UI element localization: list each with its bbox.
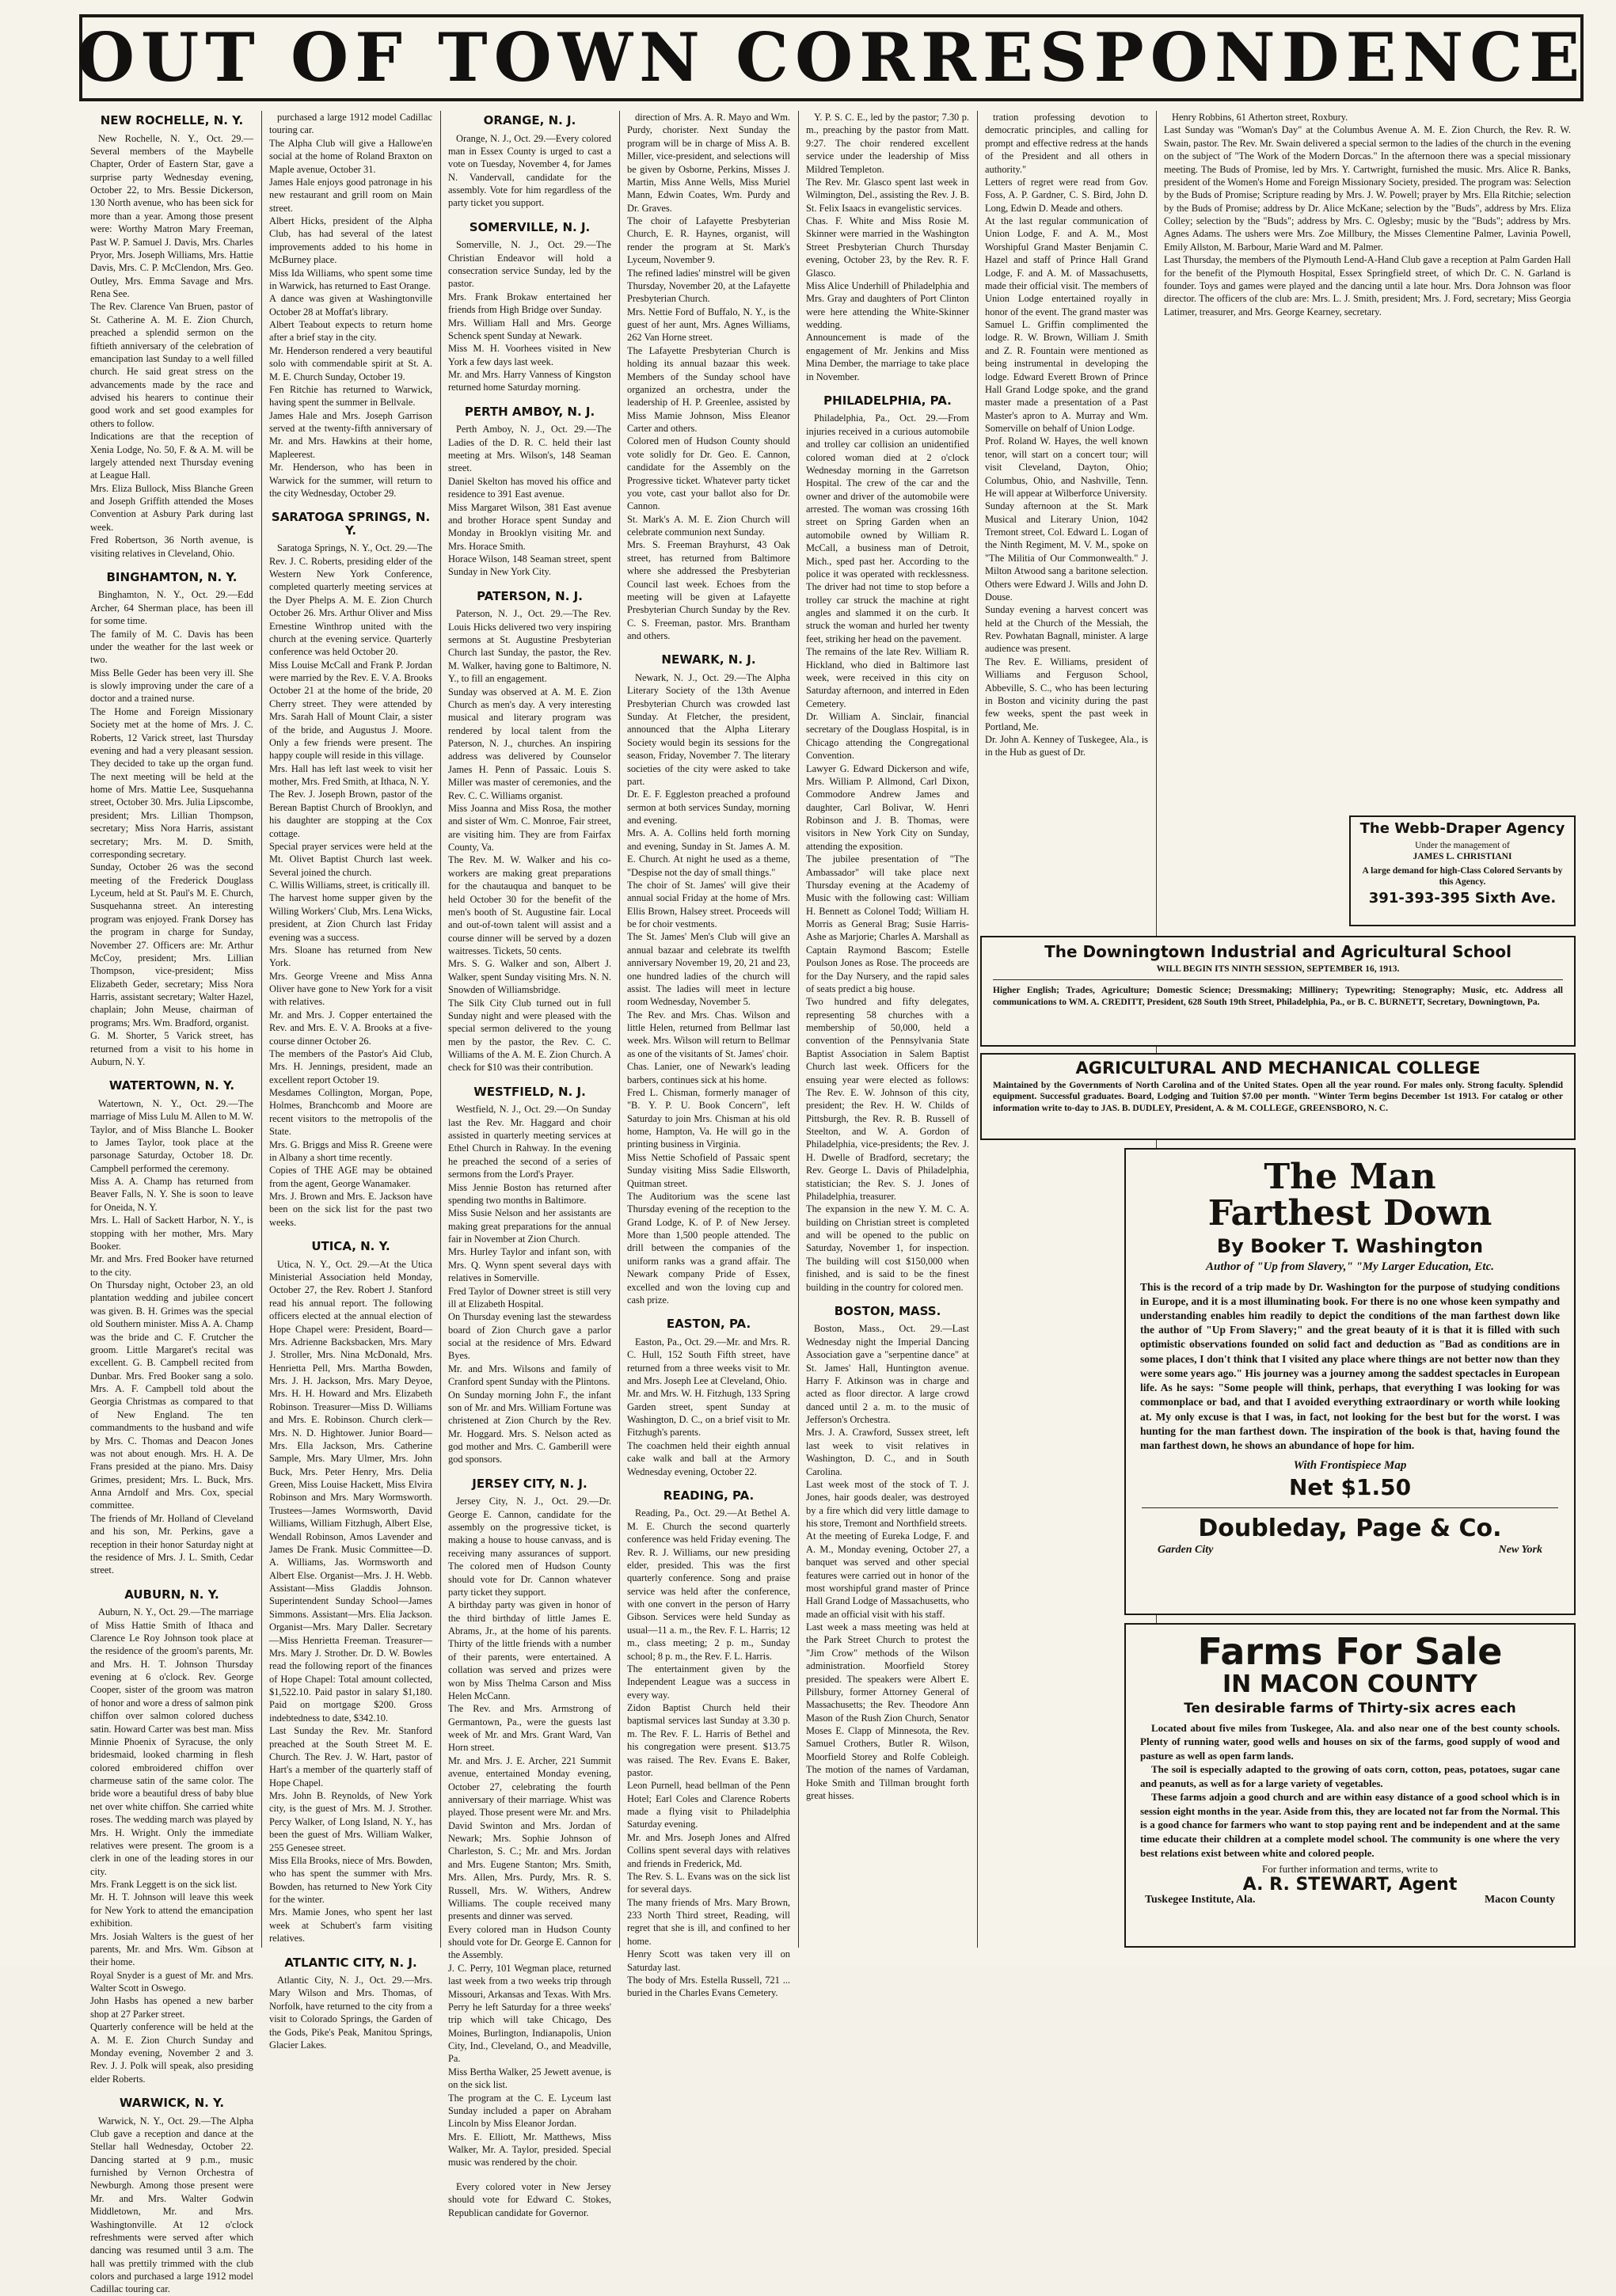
farms-place-2: Macon County: [1484, 1894, 1555, 1906]
news-article: [269, 511, 432, 1229]
article-body: purchased a large 1912 model Cadillac touring car. The Alpha Club will give a Hallowe'en social at the home of Roland Braxton on Maple avenue, October 31. James Hale enjoys good patronage in his new restaurant and grill room on Main street. Albert Hicks, president of the Alpha Club, has had several of the latest improvements added to his home in McBurney place. Miss Ida Williams, who spent some time in Warwick, has returned to East Orange. A dance was given at Washingtonville October 28 at Moffat's library. Albert Teabout expects to return home after a brief stay in the city. Mr. Henderson rendered a very beautiful solo with commendable spirit at St. A. M. E. Church Sunday, October 19. Fen Ritchie has returned to Warwick, having spent the summer in Bellvale. James Hale and Mrs. Joseph Garrison served at the twenty-fifth anniversary of Mr. and Mrs. Hawkins at their home, Mapleerest. Mr. Henderson, who has been in Warwick for the summer, will return to the city Wednesday, October 29.: [269, 112, 432, 499]
news-article: [806, 394, 969, 1294]
article-body: Westfield, N. J., Oct. 29.—On Sunday last the Rev. Mr. Haggard and choir assisted in quarterly meeting services at Ethel Church in Rahway. In the evening he preached the second of a series of sermons from the Lord's Prayer. Miss Jennie Boston has returned after spending two months in Baltimore. Miss Susie Nelson and her assistants are making great preparations for the annual fair in November at Zion Church. Mrs. Hurley Taylor and infant son, with Mrs. Q. Wynn spent several days with relatives in Somerville. Fred Taylor of Downer street is still very ill at Elizabeth Hospital. On Thursday evening last the stewardess board of Zion Church gave a parlor social at the residence of Mrs. Edward Byes. Mr. and Mrs. Wilsons and family of Cranford spent Sunday with the Plintons. On Sunday morning John F., the infant son of Mr. and Mrs. William Fortune was christened at Zion Church by the Rev. Mr. Hoggard. Mrs. S. Nelson acted as god mother and Mrs. C. Gamberill were god sponsors.: [448, 1104, 611, 1465]
article-dateline: PHILADELPHIA, PA.: [823, 393, 952, 408]
book-title-line2: Farthest Down: [1207, 1193, 1492, 1234]
article-body: Boston, Mass., Oct. 29.—Last Wednesday night the Imperial Dancing Association gave a "serpentine dance" at St. James' Hall, Huntington avenue. Harry F. Atkinson was in charge and acted as floor director. A large crowd danced until 2 a. m. to the music of Jefferson's Orchestra. Mrs. J. A. Crawford, Sussex street, left last week to visit relatives in Washington, D. C., and in South Carolina. Last week most of the stock of T. J. Jones, hair goods dealer, was destroyed by a fire which did very little damage to his store, Tremont and Northfield streets. At the meeting of Eureka Lodge, F. and A. M., Monday evening, October 27, a banquet was served and other special features were carried out in honor of the most worshipful grand master of Prince Hall Grand Lodge of Massachusetts, who made an official visit with his staff. Last week a mass meeting was held at the Park Street Church to protest the "Jim Crow" methods of the Wilson administration. Moorfield Storey presided. The speakers were Albert E. Pillsbury, former Attorney General of Massachusetts; the Rev. Theodore Ann Mason of the Rush Zion Church, Senator Moses E. Clapp of Minnesota, the Rev. Samuel Crothers, Butler R. Wilson, Moorfield Storey and Rolfe Cobleigh. The motion of the names of Vardaman, Hoke Smith and Tillman brought forth great hisses.: [806, 1323, 969, 1801]
article-body: Newark, N. J., Oct. 29.—The Alpha Literary Society of the 13th Avenue Presbyterian Church was crowded last Sunday. At Fletcher, the president, announced that the Alpha Literary Society would begin its sessions for the season, Friday, November 7. The literary societies of the city were asked to take part. Dr. E. F. Eggleston preached a profound sermon at both services Sunday, morning and evening. Mrs. A. A. Collins held forth morning and evening, Sunday in St. James A. M. E. Church. At night he used as a theme, "Despise not the day of small things." The choir of St. James' will give their annual social Friday at the home of Mrs. Ellis Brown, Halsey street. Proceeds will be for choir vestments. The St. James' Men's Club will give an annual bazaar and celebrate its twelfth anniversary November 19, 20, 21 and 23, one hundred ladies of the church will assist. The ladies will meet in lecture room Wednesday, November 5. The Rev. and Mrs. Chas. Wilson and little Helen, returned from Bellmar last week. Mrs. Wilson will return to Bellmar as one of the visitants of St. James' choir. Chas. Lanier, one of Newark's leading barbers, continues sick at his home. Fred L. Chisman, formerly manager of "B. Y. P. U. Book Concern", left Saturday to join Mrs. Chisman at his old home, Hampton, Va. He will go in the printing business in Virginia. Miss Nettie Schofield of Passaic spent Sunday visiting Miss Sadie Ellsworth, Quitman street. The Auditorium was the scene last Thursday evening of the reception to the Grand Lodge, K. of P. of New Jersey. More than 1,500 people attended. The drill between the companies of the uniform ranks was a grand affair. The Newark company Pride of Essex, excelled and won the loving cup and cash prize.: [627, 671, 790, 1306]
news-article: [269, 111, 432, 500]
downingtown-school-ad: [980, 936, 1576, 1047]
article-body: Watertown, N. Y., Oct. 29.—The marriage of Miss Lulu M. Allen to M. W. Taylor, and of Miss Blanche L. Booker to James Taylor, took place at the parsonage Saturday, October 18. Dr. Campbell performed the ceremony. Miss A. A. Champ has returned from Beaver Falls, N. Y. She is soon to leave for Oneida, N. Y. Mrs. L. Hall of Sackett Harbor, N. Y., is stopping with her mother, Mrs. Mary Booker. Mr. and Mrs. Fred Booker have returned to the city. On Thursday night, October 23, an old plantation wedding and jubilee concert was given. B. H. Grimes was the special old Southern minister. Miss A. A. Champ was the bride and C. F. Crutcher the groom. Little Margaret's recital was excellent. G. B. Campbell recited from Dunbar. Mrs. Fred Booker sang a solo. Mrs. A. F. Campbell told about the Georgia Christmas as compared to that of New England. The ten commandments to the husband and wife by Mrs. C. Thomas and Deacon Jones was not about enough. Mrs. H. A. De Frans presided at the piano. Mrs. Daisy Grimes, president; Mrs. L. Buck, Mrs. Anna Arndolf and Mrs. Cox, special committee. The friends of Mr. Holland of Cleveland and his son, Mr. Perkins, gave a reception in their honor Saturday night at the residence of Mrs. J. L. Smith, Cedar street.: [90, 1097, 253, 1576]
agricultural-title: AGRICULTURAL AND MECHANICAL COLLEGE: [1075, 1059, 1481, 1078]
book-by: By: [1216, 1235, 1244, 1258]
news-article: [448, 114, 611, 210]
article-body: Binghamton, N. Y., Oct. 29.—Edd Archer, 64 Sherman place, has been ill for some time. The family of M. C. Davis has been under the weather for the last week or two. Miss Belle Geder has been very ill. She is slowly improving under the care of a doctor and a trained nurse. The Home and Foreign Missionary Society met at the home of Mrs. J. C. Roberts, 12 Varick street, last Thursday evening and had a very pleasant session. They decided to take up the organ fund. The next meeting will be held at the home of Mrs. Mattie Lee, Susquehanna street, October 30. Mrs. Julia Lipscombe, president; Mrs. Lillian Thompson, secretary; Miss Nora Harris, assistant secretary; Mrs. M. D. Smith, corresponding secretary. Sunday, October 26 was the second meeting of the Frederick Douglass Lyceum, held at St. Paul's M. E. Church, Susquehanna street. An interesting program was enjoyed. Frank Dorsey has the program in charge for Sunday, November 27. Officers are: Mr. Arthur McCoy, president; Mrs. Lillian Thompson, vice-president; Miss Elizabeth Geder, secretary; Miss Nora Harris, assistant secretary; Walter Hazel, chaplain; John Meuse, chairman of programs; Mrs. Wm. Bradford, organist. G. M. Shorter, 5 Varick street, has returned from a visit to his home in Auburn, N. Y.: [90, 589, 253, 1067]
news-article: [627, 653, 790, 1306]
news-article: [90, 114, 253, 560]
article-body: Philadelphia, Pa., Oct. 29.—From injuries received in a curious automobile and trolley car collision an unidentified colored woman died at 2 o'clock Wednesday morning in the Garretson Hospital. The crew of the car and the owner and driver of the automobile were arrested. The woman was crossing 16th street on Spring Garden when an automobile owned by William R. McCall, a business man of Detroit, Mich., sped past her. According to the police it was operated with recklessness. The driver had not time to stop before a trolley car struck the machine at right angles and slammed it on the curb. It struck the woman and hurled her twenty feet, striking her head on the pavement. The remains of the late Rev. William R. Hickland, who died in Baltimore last week, were received in this city on Saturday afternoon, and interred in Eden Cemetery. Dr. William A. Sinclair, financial secretary of the Douglass Hospital, is in Chicago attending the Congregational Convention. Lawyer G. Edward Dickerson and wife, Mrs. William P. Allmond, Carl Dixon, Commodore Andrew James and daughter, Carl Bolivar, W. Henri Robinson and J. B. Thomas, were visitors in New York City on Sunday, attending the exposition. The jubilee presentation of "The Ambassador" will take place next Thursday evening at the Academy of Music with the following cast: William H. Bennett as Colonel Todd; William H. Morris as General Brag; Susie Harris-Ashe as Marjorie; Charles A. Marshall as Captain Raymond Bascom; Estelle Poulson Jones as Rose. The proceeds are for the Day Nursery, and the rapid sales of seats predict a big house. Two hundred and fifty delegates, representing 58 churches with a membership of 50,000, held a convention of the Pennsylvania State Baptist Association in Salem Baptist Church last week. Officers for the ensuing year were elected as follows: The Rev. E. W. Johnson of this city, president; the Rev. H. W. Childs of Pittsburgh, the Rev. R. B. Russell of Steelton, and W. A. Gordon of Philadelphia, vice-presidents; the Rev. J. H. Dwelle of Bradford, secretary; the Rev. George L. Davis of Philadelphia, statistician; the Rev. S. J. Jones of Philadelphia, treasurer. The expansion in the new Y. M. C. A. building on Christian street is completed and will be opened to the public on Saturday, November 1, for inspection. The building will cost $150,000 when finished, and is said to be the finest building in the country for colored men.: [806, 412, 969, 1293]
article-body: Jersey City, N. J., Oct. 29.—Dr. George E. Cannon, candidate for the assembly on the progressive ticket, is making a house to house canvass, and is receiving many assurances of support. The colored men of Hudson County should vote for Dr. Cannon whatever party ticket they support. A birthday party was given in honor of the third birthday of little James E. Abrams, Jr., at the home of his parents. Thirty of the little friends with a number of their parents, were entertained. A collation was served and prizes were won by Miss Thelma Carson and Miss Helen McCann. The Rev. and Mrs. Armstrong of Germantown, Pa., were the guests last week of Mr. and Mrs. Grant Ward, Van Horn street. Mr. and Mrs. J. E. Archer, 221 Summit avenue, entertained Monday evening, October 27, celebrating the fourth anniversary of their marriage. Whist was played. Those present were Mr. and Mrs. David Swinton and Mrs. Jordan of Newark; Mrs. Sophie Johnson of Charleston, S. C.; Mr. and Mrs. Jordan and Mrs. Eugene Stanton; Mrs. Smith, Mrs. Allen, Mrs. Purdy, Mrs. R. S. Russell, Mrs. W. Withers, Andrew Williams. The couple received many presents and dinner was served. Every colored man in Hudson County should vote for Dr. George E. Cannon for the Assembly. J. C. Perry, 101 Wegman place, returned last week from a two weeks trip through Missouri, Arkansas and Texas. With Mrs. Perry he left Saturday for a three weeks' trip which will take Chicago, Des Moines, Burlington, Indianapolis, Union City, Ind., Cleveland, O., and Meadville, Pa. Miss Bertha Walker, 25 Jewett avenue, is on the sick list. The program at the C. E. Lyceum last Sunday included a paper on Abraham Lincoln by Miss Eleanor Jordan. Mrs. E. Elliott, Mr. Matthews, Miss Walker, Mr. A. Taylor, presided. Special music was rendered by the choir.: [448, 1496, 611, 2169]
farms-title: Farms For Sale: [1197, 1630, 1503, 1673]
column-3: [443, 111, 616, 2218]
column-4: [622, 111, 795, 1999]
article-dateline: SOMERVILLE, N. J.: [469, 219, 591, 234]
farms-paragraph-2: The soil is especially adapted to the growing of oats corn, cotton, peas, potatoes, sugar cane and peanuts, as well as for a large variety of vegetables.: [1140, 1763, 1560, 1789]
column-1: [86, 111, 258, 2295]
webb-draper-line2: JAMES L. CHRISTIANI: [1413, 852, 1512, 862]
news-article: [985, 111, 1148, 759]
news-article: [269, 1956, 432, 2052]
news-article: [627, 1489, 790, 2000]
article-body: Perth Amboy, N. J., Oct. 29.—The Ladies of the D. R. C. held their last meeting at Mrs. Wilson's, 148 Seaman street. Daniel Skelton has moved his office and residence to 391 East avenue. Miss Margaret Wilson, 381 East avenue and brother Horace spent Sunday and Monday in Brooklyn visiting Mr. and Mrs. Horace Smith. Horace Wilson, 148 Seaman street, spent Sunday in New York City.: [448, 424, 611, 578]
article-dateline: UTICA, N. Y.: [311, 1239, 390, 1254]
article-body: Orange, N. J., Oct. 29.—Every colored man in Essex County is urged to cast a vote on Tuesday, November 4, for James N. Vandervall, candidate for the assembly. Vote for him regardless of the party ticket you support.: [448, 132, 611, 209]
news-article: [448, 1477, 611, 2169]
book-author-note: Author of "Up from Slavery," "My Larger Education, Etc.: [1205, 1260, 1495, 1273]
article-body: Somerville, N. J., Oct. 29.—The Christian Endeavor will hold a consecration service Sunday, led by the pastor. Mrs. Frank Brokaw entertained her friends from High Bridge over Sunday. Mrs. William Hall and Mrs. George Schenck spent Sunday at Newark. Miss M. H. Voorhees visited in New York a few days last week. Mr. and Mrs. Harry Vanness of Kingston returned home Saturday morning.: [448, 239, 611, 393]
farms-county: IN MACON COUNTY: [1222, 1671, 1478, 1699]
news-article: [448, 590, 611, 1074]
column-divider: [977, 111, 978, 1948]
column-divider: [261, 111, 262, 1948]
book-description: This is the record of a trip made by Dr. Washington for the purpose of studying conditions in Europe, and it is a most illuminating book. For there is no one whose keen sympathy and understanding enables him readily to depict the conditions of the man farthest down like the author of "Up From Slavery;" and the great beauty of it is that it is filled with such optimistic observations founded on solid fact and deduction as "Bad as conditions are in some places, I don't think that I visited any place where things are not better now than they were some years ago." His journey was a journey among the saddest spectacles in European life. As he says: "Some people will think, perhaps, that everything I was looking for was commonplace or bad, and that I avoided everything extraordinary or worth while looking at. My only excuse is that I was, in fact, not looking for the best but for the worst. I was hunting for the man farthest down. The inspiration of the book is that, having found the man farthest down, he shows an abundance of hope for him.: [1140, 1280, 1560, 1451]
downingtown-title: The Downingtown Industrial and Agricultural School: [1044, 942, 1511, 961]
column-divider: [798, 111, 799, 1948]
masthead-title: OUT OF TOWN CORRESPONDENCE: [76, 18, 1587, 97]
column-2: [264, 111, 437, 2051]
article-body: Saratoga Springs, N. Y., Oct. 29.—The Rev. J. C. Roberts, presiding elder of the Western New York Conference, completed quarterly meeting services at the Dyer Phelps A. M. E. Zion Church October 26. Mrs. Arthur Oliver and Miss Ernestine Winthrop united with the church at the evening service. Quarterly conference was held October 20. Miss Louise McCall and Frank P. Jordan were married by the Rev. E. V. A. Brooks October 21 at the home of the bride, 20 Cherry street. They were attended by Mrs. Sarah Hall of Mount Clair, a sister of the bride, and Augustus J. Moore. Only a few friends were present. The happy couple will reside in this village. Mrs. Hall has left last week to visit her mother, Mrs. Fred Smith, at Ithaca, N. Y. The Rev. J. Joseph Brown, pastor of the Berean Baptist Church of Brooklyn, and his daughter are stopping at the Cox cottage. Special prayer services were held at the Mt. Olivet Baptist Church last week. Several joined the church. C. Willis Williams, street, is critically ill. The harvest home supper given by the Willing Workers' Club, Mrs. Lena Wicks, president, at Zion Church last Friday evening was a success. Mrs. Sloane has returned from New York. Mrs. George Vreene and Miss Anna Oliver have gone to New York for a visit with relatives. Mr. and Mrs. J. Copper entertained the Rev. and Mrs. E. V. A. Brooks at a five-course dinner October 26. The members of the Pastor's Aid Club, Mrs. H. Jennings, president, made an excellent report October 19. Mesdames Collington, Morgan, Pope, Holmes, Branchcomb and Moore are recent visitors to the metropolis of the State. Mrs. G. Briggs and Miss R. Greene were in Albany a short time recently. Copies of THE AGE may be obtained from the agent, George Wanamaker. Mrs. J. Brown and Mrs. E. Jackson have been on the sick list for the past two weeks.: [269, 542, 432, 1228]
article-body: Easton, Pa., Oct. 29.—Mr. and Mrs. R. C. Hull, 152 South Fifth street, have returned from a three weeks visit to Mr. and Mrs. Joseph Lee at Cleveland, Ohio. Mr. and Mrs. W. H. Fitzhugh, 133 Spring Garden street, spent Sunday at Washington, D. C., on a brief visit to Mr. Fitzhugh's parents. The coachmen held their eighth annual cake walk and ball at the Armory Wednesday evening, October 22.: [627, 1336, 790, 1477]
article-body: New Rochelle, N. Y., Oct. 29.—Several members of the Maybelle Chapter, Order of Eastern Star, gave a surprise party Wednesday evening, October 22, to Mrs. Bessie Dickerson, 130 North avenue, who has been sick for more than a year. Among those present were: Worthy Matron Mary Freeman, Past W. P. Samuel J. Davis, Mrs. Charles Pryor, Mrs. Joseph Williams, Mrs. Hattie Davis, Mrs. C. P. McClendon, Mrs. Geo. Outley, Mrs. Emma Savage and Mrs. Rena See. The Rev. Clarence Van Bruen, pastor of St. Catherine A. M. E. Zion Church, preached a splendid sermon on the fiftieth anniversary of the celebration of emancipation last Sunday to a well filled church. He said great stress on the advancements made by the race and advised his hearers to continue their good work and set good examples for others to follow. Indications are that the reception of Xenia Lodge, No. 50, F. & A. M. will be largely attended next Thursday evening at League Hall. Mrs. Eliza Bullock, Miss Blanche Green and Joseph Griffith attended the Moses Convention at Asbury Park during last week. Fred Robertson, 36 North avenue, is visiting relatives in Cleveland, Ohio.: [90, 132, 253, 559]
news-article: [627, 111, 790, 642]
news-article: [448, 221, 611, 394]
downingtown-body: Higher English; Trades, Agriculture; Domestic Science; Dressmaking; Millinery; Typewriting; Stenography; Music, etc. Address all communications to WM. A. CREDITT, President, 628 South 19th Street, Philadelphia, Pa., or B. C. BURNETT, Secretary, Downingtown, Pa.: [993, 986, 1563, 1007]
news-article: [1164, 111, 1571, 318]
farms-agent: A. R. STEWART, Agent: [1242, 1875, 1458, 1895]
article-body: Every colored voter in New Jersey should vote for Edward C. Stokes, Republican candidate for Governor.: [448, 2180, 611, 2218]
downingtown-subtitle: WILL BEGIN ITS NINTH SESSION, SEPTEMBER 16, 1913.: [1156, 964, 1400, 974]
article-dateline: NEWARK, N. J.: [661, 652, 756, 667]
webb-draper-line4: 391-393-395 Sixth Ave.: [1368, 890, 1557, 907]
webb-draper-ad: [1349, 815, 1576, 926]
divider: [1142, 1507, 1558, 1508]
article-dateline: JERSEY CITY, N. J.: [472, 1476, 587, 1491]
book-city-2: New York: [1498, 1544, 1542, 1557]
news-article: [269, 1240, 432, 1944]
news-article: [627, 1317, 790, 1478]
column-divider: [619, 111, 620, 1948]
book-ad: [1124, 1148, 1576, 1615]
book-city-1: Garden City: [1158, 1544, 1214, 1557]
article-dateline: BOSTON, MASS.: [834, 1303, 941, 1318]
webb-draper-title: The Webb-Draper Agency: [1359, 820, 1565, 837]
book-price: Net $1.50: [1288, 1474, 1412, 1501]
article-dateline: PATERSON, N. J.: [477, 588, 583, 603]
farms-place-1: Tuskegee Institute, Ala.: [1145, 1894, 1256, 1906]
column-6: [980, 111, 1153, 1061]
column-7: [1159, 111, 1576, 649]
article-body: Utica, N. Y., Oct. 29.—At the Utica Ministerial Association held Monday, October 27, the Rev. Robert J. Stanford read his annual report. The following officers elected at the annual election of Hope Chapel were: President, Board—Mrs. Adrienne Backsbacken, Mrs. Mary J. Stroller, Mrs. Nina McDonald, Mrs. Henrietta Pell, Mrs. Martha Bowden, Mrs. J. H. Jackson, Mrs. Mary Deyoe, Mrs. H. H. Howard and Mrs. Elizabeth Robinson. Treasurer—Miss D. Williams and Mrs. E. Robinson. Church clerk—Mrs. N. D. Hightower. Junior Board—Mrs. Ella Jackson, Mrs. Catherine Sample, Mrs. Mary Ulmer, Mrs. John Buck, Mrs. Peter Henry, Mrs. Delia Green, Miss Louise Hackett, Miss Elvira Robinson and Mrs. Mary Wormsworth. Trustees—James Wormsworth, David Williams, William Fitzhugh, Albert Else, Wendall Robinson, Amos Lavender and James De Frank. Music Committee—D. A. Williams, Jas. Wormsworth and Albert Else. Organist—Mrs. J. H. Webb. Assistant—Miss Gladdis Johnson. Superintendent Sunday School—James Simmons. Assistant—Mrs. Elia Jackson. Organist—Mrs. Mary Daller. Secretary—Miss Henrietta Freeman. Treasurer—Mrs. Mary J. Strother. Dr. D. W. Bowles read the following report of the finances of Hope Chapel: Total amount collected, $1,522.10. Paid pastor in salary $1,180. Paid on mortgage $200. Gross indebtedness to date, $342.10. Last Sunday the Rev. Mr. Stanford preached at the South Street M. E. Church. The Rev. J. W. Hart, pastor of Hart's a member of the quarterly staff of Hope Chapel. Mrs. John B. Reynolds, of New York city, is the guest of Mrs. M. J. Strother. Percy Walker, of Long Island, N. Y., has been the guest of Mrs. William Walker, 255 Genesee street. Miss Ella Brooks, niece of Mrs. Bowden, who has spent the summer with Mrs. Bowden, has returned to New York City for the winter. Mrs. Mamie Jones, who spent her last week at Schubert's farm visiting relatives.: [269, 1258, 432, 1944]
column-divider: [440, 111, 441, 1948]
article-dateline: BINGHAMTON, N. Y.: [106, 569, 238, 584]
article-dateline: ATLANTIC CITY, N. J.: [284, 1955, 417, 1970]
article-body: Warwick, N. Y., Oct. 29.—The Alpha Club gave a reception and dance at the Stellar hall Wednesday, October 22. Dancing started at 9 p.m., music furnished by Vernon Orchestra of Newburgh. Among those present were Mr. and Mrs. Walter Godwin Middletown, Mr. and Mrs. Washingtonville. At 12 o'clock refreshments were served after which dancing was resumed until 3 a.m. The hall was prettily trimmed with the club colors and purchased a large 1912 model Cadillac touring car.: [90, 2115, 253, 2295]
article-body: tration professing devotion to democratic principles, and calling for prompt and effective redress at the hands of the President and all others in authority." Letters of regret were read from Gov. Foss, A. P. Gardner, C. S. Bird, John D. Long, Edwin D. Meade and others. At the last regular communication of Union Lodge, F. and A. M., Most Worshipful Grand Master Benjamin C. Hazel and staff of Prince Hall Grand Lodge, F. and A. M. of Massachusetts, made their official visit. The members of Union Lodge entertained royally in honor of the event. The grand master was Samuel L. Griffin complimented the lodge. R. W. Brown, William J. Smith and Z. R. Fountain were mentioned as being instrumental in developing the lodge. Edward Everett Brown of Prince Hall Grand Lodge spoke, and the grand master made a presentation of a Past Master's apron to A. Murray and Wm. Somerville on behalf of Union Lodge. Prof. Roland W. Hayes, the well known tenor, will start on a concert tour; will visit Cleveland, Dayton, Ohio; Columbus, Ohio, and Nashville, Tenn. He will appear at Wilberforce University. Sunday afternoon at the St. Mark Musical and Literary Union, 1042 Tremont street, Col. Edward L. Logan of the Ninth Regiment, M. V. M., spoke on "The Militia of Our Commonwealth." J. Milton Atwood sang a baritone selection. Others were Edward J. Wills and John D. Douse. Sunday evening a harvest concert was held at the Church of the Messiah, the Rev. Powhatan Bagnall, minister. A large audience was present. The Rev. E. Williams, president of Williams and Ferguson School, Abbeville, S. C., who has been lecturing in Boston and vicinity during the past few weeks, spent the past week in Portland, Me. Dr. John A. Kenney of Tuskegee, Ala., is in the Hub as guest of Dr.: [985, 112, 1148, 758]
article-dateline: PERTH AMBOY, N. J.: [464, 404, 595, 419]
article-dateline: WATERTOWN, N. Y.: [108, 1078, 235, 1093]
farms-subtitle: Ten desirable farms of Thirty-six acres each: [1184, 1700, 1516, 1716]
webb-draper-line3: A large demand for high-Class Colored Servants by this Agency.: [1362, 865, 1563, 888]
farms-for-sale-ad: [1124, 1623, 1576, 1948]
article-dateline: READING, PA.: [663, 1488, 755, 1503]
article-body: Reading, Pa., Oct. 29.—At Bethel A. M. E. Church the second quarterly conference was held Friday evening. The Rev. R. J. Williams, our new presiding elder, presided. This was the first quarterly conference. Song and praise service was held after the conference, with one convert in the person of Harry Gibson. Services were held Sunday as usual—11 a. m., the Rev. F. L. Harris; 12 m., class meeting; 2 p. m., Sunday school; 8 p. m., the Rev. F. L. Harris. The entertainment given by the Independent League was a success in every way. Zidon Baptist Church held their baptismal services last Sunday at 3.30 p. m. The Rev. F. L. Harris of Bethel and his congregation were present. $13.75 was raised. The Rev. Evans E. Baker, pastor. Leon Purnell, head bellman of the Penn Hotel; Earl Coles and Clarence Roberts made a flying visit to Philadelphia Saturday evening. Mr. and Mrs. Joseph Jones and Alfred Collins spent several days with relatives and friends in Frederick, Md. The Rev. S. L. Evans was on the sick list for several days. The many friends of Mrs. Mary Brown, 233 North Third street, Reading, will regret that she is ill, and confined to her home. Henry Scott was taken very ill on Saturday last. The body of Mrs. Estella Russell, 721 ... buried in the Charles Evans Cemetery.: [627, 1507, 790, 1999]
news-article: [90, 1079, 253, 1576]
divider: [993, 979, 1563, 980]
article-body: Y. P. S. C. E., led by the pastor; 7.30 p. m., preaching by the pastor from Matt. 9:27. The choir rendered excellent service under the leadership of Miss Mildred Templeton. The Rev. Mr. Glasco spent last week in Wilmington, Del., assisting the Rev. J. B. St. Felix Isaacs in evangelistic services. Chas. F. White and Miss Rosie M. Skinner were married in the Washington Street Presbyterian Church Thursday evening, October 23, by the Rev. R. F. Glasco. Miss Alice Underhill of Philadelphia and Mrs. Gray and daughters of Port Clinton were here attending the White-Skinner wedding. Announcement is made of the engagement of Mr. Jenkins and Miss Mina Dember, the marriage to take place in November.: [806, 112, 969, 382]
farms-info: For further information and terms, write to: [1261, 1863, 1439, 1876]
agricultural-body: Maintained by the Governments of North Carolina and of the United States. Open all the year round. For males only. Strong faculty. Splendid equipment. Successful graduates. Board, Lodging and Tuition $7.00 per month. "Winter Term begins December 1st 1913. For catalog or other information write to-day to JAS. B. DUDLEY, President, A. & M. COLLEGE, GREENSBORO, N. C.: [993, 1081, 1563, 1113]
article-dateline: NEW ROCHELLE, N. Y.: [100, 113, 244, 127]
news-article: [806, 111, 969, 383]
webb-draper-line1: Under the management of: [1415, 840, 1510, 850]
column-5: [801, 111, 974, 1948]
masthead: [76, 14, 1587, 101]
news-article: [448, 1085, 611, 1466]
news-article: [448, 2180, 611, 2219]
article-body: Atlantic City, N. J., Oct. 29.—Mrs. Mary Wilson and Mrs. Thomas, of Norfolk, have returned to the city from a visit to Colorado Springs, the Garden of the Gods, Pike's Peak, Manitou Springs, Glacier Lakes.: [269, 1975, 432, 2051]
farms-paragraph-3: These farms adjoin a good church and are within easy distance of a good school which is in session eight months in the year. Aside from this, they are located not far from the Normal. This is a good chance for farmers who want to stop paying rent and be independent and at the same time educate their children at a complete model school. The community is one where the very best relations exist between white and colored people.: [1140, 1791, 1560, 1859]
article-body: direction of Mrs. A. R. Mayo and Wm. Purdy, chorister. Next Sunday the program will be in charge of Miss A. B. Miller, vice-president, and selections will be given by Osborne, Perkins, Misses J. Martin, Miss Anne Wells, Miss Muriel Mann, Edwin Coates, Wm. Purdy and Dr. Graves. The choir of Lafayette Presbyterian Church, E. R. Haynes, organist, will render the program at St. Mark's Lyceum, November 9. The refined ladies' minstrel will be given Thursday, November 20, at the Lafayette Presbyterian Church. Mrs. Nettie Ford of Buffalo, N. Y., is the guest of her aunt, Mrs. Agnes Williams, 262 Van Horne street. The Lafayette Presbyterian Church is holding its annual bazaar this week. Members of the Sunday school have organized an orchestra, under the leadership of H. P. Greenlee, assisted by Miss Mamie Johnson, Miss Eleanor Carter and others. Colored men of Hudson County should vote solidly for Dr. Geo. E. Cannon, candidate for the Assembly on the Progressive ticket. Whatever party ticket you vote, cast your ballot also for Dr. Cannon. St. Mark's A. M. E. Zion Church will celebrate communion next Sunday. Mrs. S. Freeman Brayhurst, 43 Oak street, has returned from Baltimore where she addressed the Presbyterian Council last week. Echoes from the meeting will be given at Lafayette Presbyterian Church Sunday by the Rev. C. S. Freeman, pastor. Mrs. Brantham and others.: [627, 112, 790, 641]
news-article: [448, 405, 611, 579]
article-dateline: ORANGE, N. J.: [483, 113, 576, 127]
article-dateline: SARATOGA SPRINGS, N. Y.: [271, 510, 431, 538]
news-article: [90, 1588, 253, 2085]
agricultural-college-ad: [980, 1053, 1576, 1140]
book-publisher: Doubleday, Page & Co.: [1198, 1514, 1502, 1542]
farms-paragraph-1: Located about five miles from Tuskegee, Ala. and also near one of the best county schools. Plenty of running water, good wells and houses on six of the farms, good supply of wood and pasture as well as open farm lands.: [1140, 1721, 1560, 1762]
book-frontispiece: With Frontispiece Map: [1293, 1459, 1407, 1473]
article-dateline: AUBURN, N. Y.: [124, 1587, 219, 1602]
article-dateline: WARWICK, N. Y.: [119, 2096, 225, 2110]
news-article: [90, 2096, 253, 2296]
article-body: Auburn, N. Y., Oct. 29.—The marriage of Miss Hattie Smith of Ithaca and Clarence Le Roy Johnson took place at the residence of the groom's parents, Mr. and Mrs. H. T. Johnson Thursday evening at 6 o'clock. Rev. George Cooper, sister of the groom was matron of honor and wore a dress of salmon pink chiffon over salmon colored duchess satin. Howard Carter was best man. Miss Minnie Phoenix of Syracuse, the only bridesmaid, looked charming in flesh colored embroidered chiffon over charmeuse satin of the same color. The bride wore a beautiful dress of baby blue net over white chiffon. She carried white roses. The wedding march was played by Mrs. H. Wright. Only the immediate relatives were present. The groom is a clerk in one of the leading stores in our city. Mrs. Frank Leggett is on the sick list. Mr. H. T. Johnson will leave this week for New York to attend the emancipation exhibition. Mrs. Josiah Walters is the guest of her parents, Mr. and Mrs. Wm. Gibson at their home. Royal Snyder is a guest of Mr. and Mrs. Walter Scott in Oswego. John Hasbs has opened a new barber shop at 27 Parker street. Quarterly conference will be held at the A. M. E. Zion Church Sunday and Monday evening, November 2 and 3. Rev. J. J. Polk will speak, also presiding elder Roberts.: [90, 1606, 253, 2085]
book-title-line1: The Man: [1264, 1157, 1436, 1197]
news-article: [806, 1305, 969, 1802]
news-article: [90, 571, 253, 1068]
article-body: Paterson, N. J., Oct. 29.—The Rev. Louis Hicks delivered two very inspiring sermons at St. Augustine Presbyterian Church last Sunday, the pastor, the Rev. M. Walker, having gone to Baltimore, N. Y., to fill an engagement. Sunday was observed at A. M. E. Zion Church as men's day. A very interesting musical and literary program was rendered by local talent from the Paterson, N. J., churches. An inspiring address was delivered by Counselor James H. Penn of Passaic. Louis S. Miller was master of ceremonies, and the Rev. C. C. Williams organist. Miss Joanna and Miss Rosa, the mother and sister of Wm. C. Monroe, Fair street, are visiting him. They are from Fairfax County, Va. The Rev. M. W. Walker and his co-workers are making great preparations for the chautauqua and banquet to be held October 30 for the benefit of the men's booth of St. Augustine fair. Local and out-of-town talent will assist and a course dinner will be served by a dozen waitresses. Tickets, 50 cents. Mrs. S. G. Walker and son, Albert J. Walker, spent Sunday visiting Mrs. N. N. Snowden of Williamsbridge. The Silk City Club turned out in full Sunday night and were pleased with the special sermon delivered to the young men by the pastor, the Rev. C. C. Williams of the A. M. E. Zion Church. A check for $10 was their contribution.: [448, 608, 611, 1074]
article-body: Henry Robbins, 61 Atherton street, Roxbury. Last Sunday was "Woman's Day" at the Columbus Avenue A. M. E. Zion Church, the Rev. R. W. Swain, pastor. The Rev. Mr. Swain delivered a special sermon to the ladies of the church in the evening on the subject of "The Work of the Modern Dorcas." In the afternoon there was a special missionary meeting. The Buds of Promise, led by Mrs. Y. Cartwright, furnished the music. Mrs. Alice R. Banks, president of the Women's Home and Foreign Missionary Society, presided. The program was: Selection by the Buds of Promise; Scripture reading by Mrs. J. W. Powell; prayer by Mrs. Ella Ritchie; selection by the Buds of Promise; address by Dr. Alice McKane; selection by the "Buds", address by Mrs. Eliza Colley; selection by the "Buds"; address by Mrs. C. Oglesby; music by the "Buds"; address by Mrs. Agnes Adams. The ushers were Mrs. Zoe Millbury, the Misses Clementine Palmer, Lavinia Powell, Emily Allston, M. Barbour, Marie Ward and M. Palmer. Last Thursday, the members of the Plymouth Lend-A-Hand Club gave a reception at Palm Garden Hall for the benefit of the Plymouth Hospital, Essex Springfield street, of which Dr. C. N. Garland is founder. Toys and games were played and the dancing until a late hour. Mrs. Dora Johnson was floor director. The officers of the club are: Mrs. L. J. Smith, president; Mrs. J. Ford, secretary; Miss Georgia Latimer, treasurer, and Mrs. George Kearney, secretary.: [1164, 112, 1571, 317]
article-dateline: EASTON, PA.: [666, 1317, 751, 1332]
article-dateline: WESTFIELD, N. J.: [473, 1084, 586, 1099]
book-author: Booker T. Washington: [1250, 1235, 1484, 1258]
